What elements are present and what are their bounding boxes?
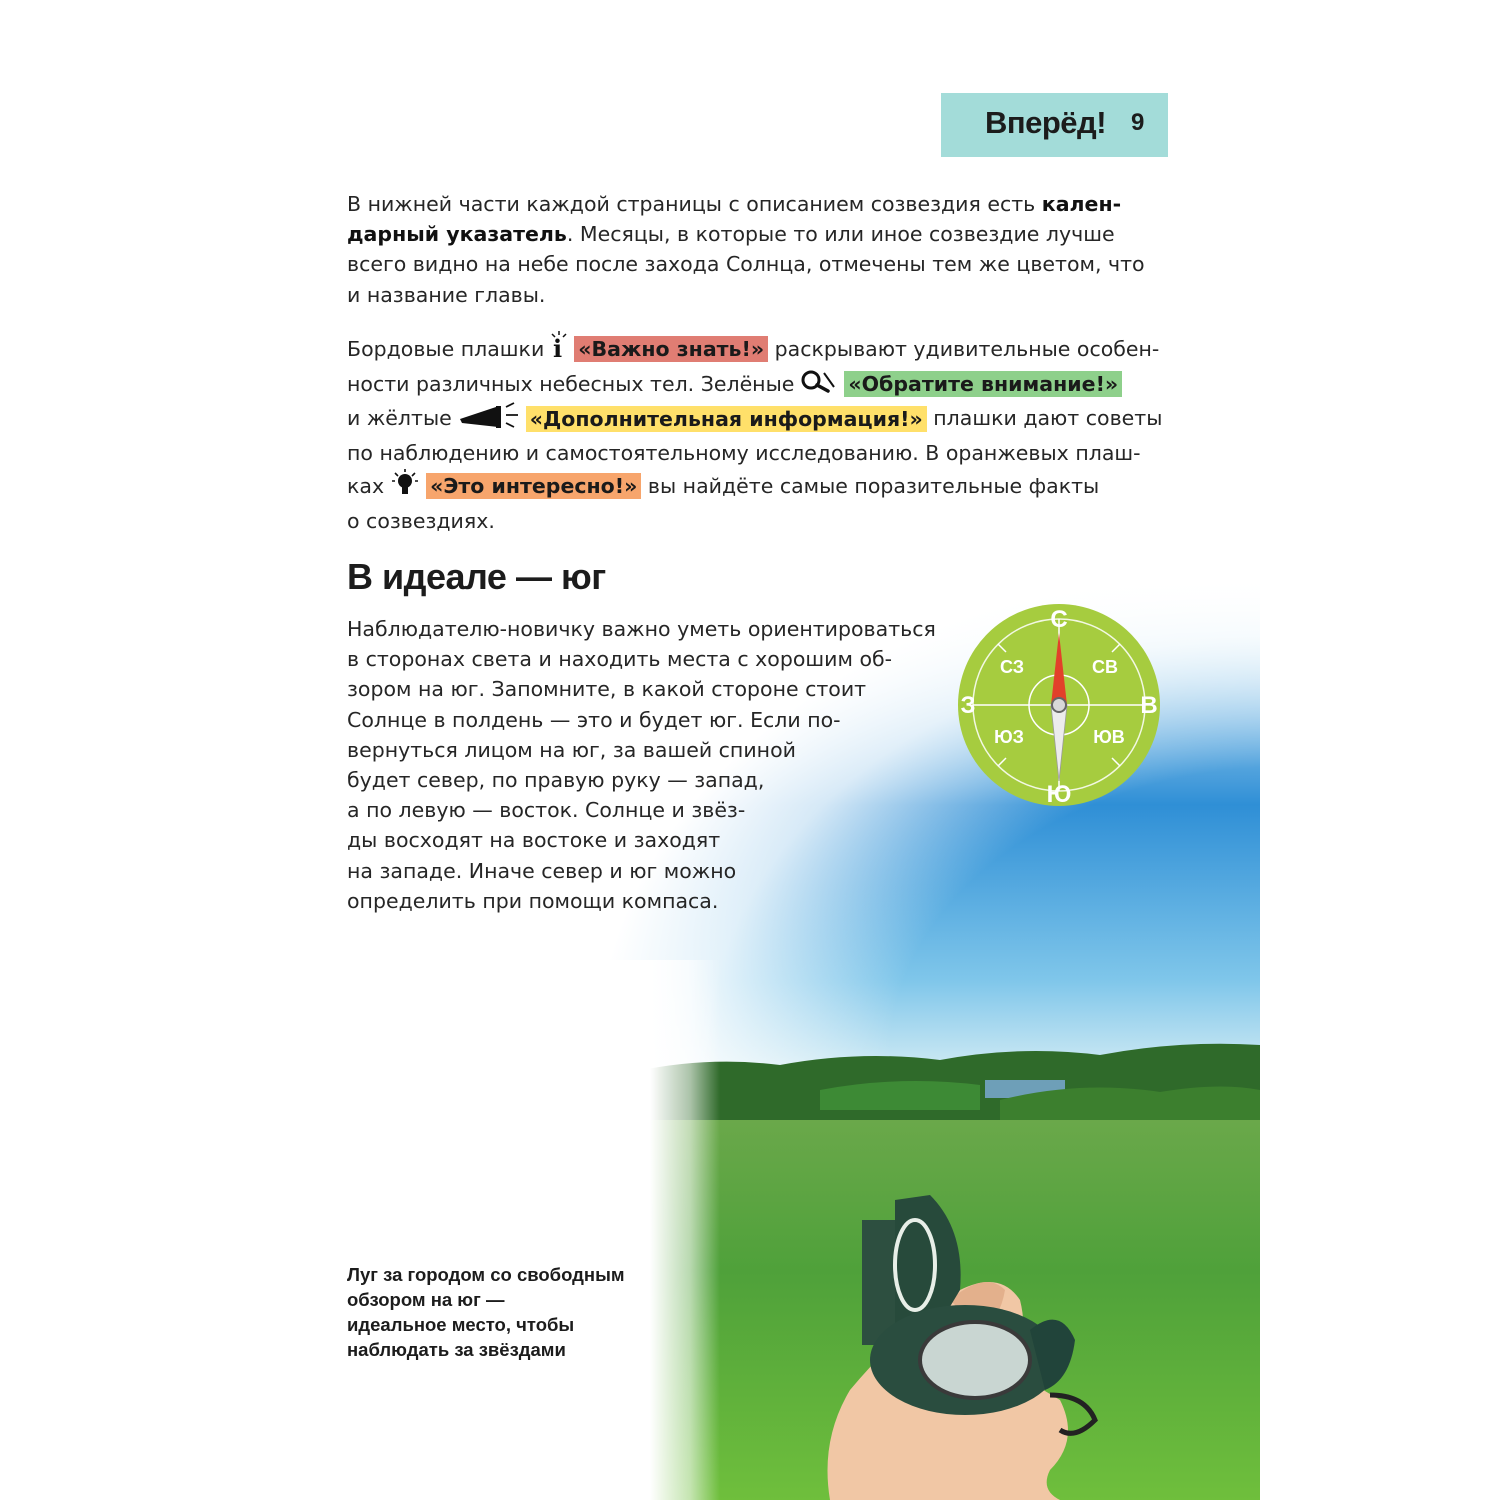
badges-line: о созвездиях.	[347, 509, 495, 534]
badges-line: ности различных небесных тел. Зелёные «Обратите внимание!»	[347, 369, 1147, 401]
photo-caption	[347, 1262, 677, 1362]
intro-line: всего видно на небе после захода Солнца, отмечены тем же цветом, что	[347, 252, 1145, 277]
compass-label-southwest: ЮЗ	[994, 727, 1024, 747]
south-line: зором на юг. Запомните, в какой стороне стоит	[347, 677, 867, 702]
important-tag: «Важно знать!»	[574, 336, 768, 362]
south-line: определить при помощи компаса.	[347, 888, 719, 913]
intro-line: и название главы.	[347, 282, 546, 307]
compass-label-north: С	[1050, 606, 1068, 633]
south-line: Наблюдателю-новичку важно уметь ориентироваться	[347, 617, 936, 641]
intro-line: дарный указатель. Месяцы, в которые то или иное созвездие лучше	[347, 222, 1115, 247]
intro-line: В нижней части каждой страницы с описанием созвездия есть кален-	[347, 192, 1122, 216]
megaphone-icon	[458, 401, 520, 437]
south-paragraph	[347, 614, 947, 916]
compass-label-northwest: СЗ	[999, 657, 1025, 677]
caption-line: обзором на юг —	[347, 1289, 505, 1310]
section-header-title: Вперёд!	[985, 105, 1107, 140]
south-line: на западе. Иначе север и юг можно	[347, 858, 737, 883]
page-header	[941, 93, 1168, 157]
south-line: Солнце в полдень — это и будет юг. Если по-	[347, 707, 841, 732]
extra-info-tag: «Дополнительная информация!»	[526, 406, 927, 432]
section-heading: В идеале — юг	[347, 556, 606, 597]
badges-line: ках «Это интересно!» вы найдёте самые поразительные факты	[347, 468, 1147, 506]
compass-label-southeast: ЮВ	[1093, 727, 1125, 747]
caption-line: Луг за городом со свободным	[347, 1264, 625, 1285]
attention-tag: «Обратите внимание!»	[844, 371, 1122, 397]
caption-line: наблюдать за звёздами	[347, 1339, 566, 1360]
south-line: вернуться лицом на юг, за вашей спиной	[347, 737, 796, 762]
compass-label-northeast: СВ	[1092, 657, 1118, 677]
lightbulb-icon	[390, 468, 420, 506]
page-number: 9	[1131, 109, 1145, 136]
intro-paragraph	[347, 189, 1147, 310]
info-icon	[550, 331, 568, 369]
south-line: в сторонах света и находить места с хорошим об-	[347, 647, 893, 672]
compass-label-south: Ю	[1046, 781, 1072, 807]
compass-label-east: В	[1140, 692, 1158, 719]
badges-paragraph	[347, 331, 1163, 536]
magnifier-icon	[800, 369, 838, 401]
badges-line: Бордовые плашки i «Важно знать!» раскрывают удивительные особен-	[347, 331, 1147, 369]
compass-rose	[957, 603, 1161, 807]
south-line: а по левую — восток. Солнце и звёз-	[347, 798, 746, 823]
caption-line: идеальное место, чтобы	[347, 1314, 575, 1335]
compass-label-west: З	[960, 692, 976, 719]
badges-line: по наблюдению и самостоятельному исследованию. В оранжевых плаш-	[347, 440, 1141, 465]
badges-line: и жёлтые «Дополнительная информация!» плашки дают советы	[347, 401, 1147, 437]
south-line: ды восходят на востоке и заходят	[347, 828, 721, 853]
south-line: будет север, по правую руку — запад,	[347, 768, 765, 793]
interesting-tag: «Это интересно!»	[426, 473, 641, 499]
svg-text:i: i	[553, 334, 563, 361]
